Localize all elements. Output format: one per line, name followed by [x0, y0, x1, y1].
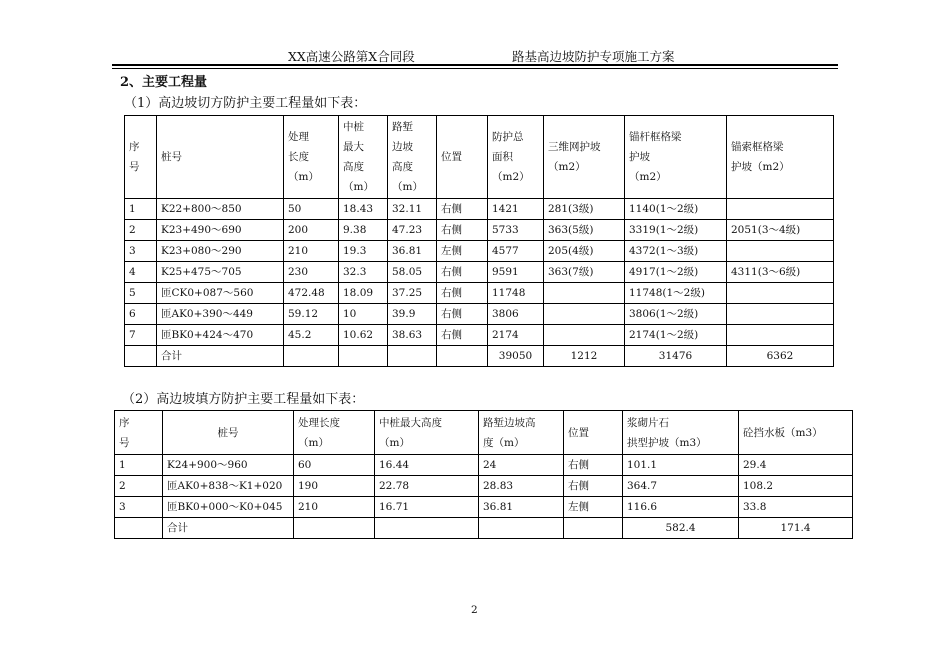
table2-caption: （2）高边坡填方防护主要工程量如下表：: [122, 392, 365, 407]
table-cell: 3806: [488, 304, 544, 325]
table-cell: [115, 518, 163, 539]
table-cell: 6362: [727, 346, 834, 367]
table-cell: 右侧: [437, 283, 488, 304]
table-cell: 4917(1～2级): [625, 262, 727, 283]
table-cell: 36.81: [479, 497, 564, 518]
table-cell: 50: [284, 199, 339, 220]
table-cell: [544, 304, 625, 325]
table-cell: 匝AK0+390～449: [157, 304, 284, 325]
col-header-center-height: 中桩 最大 高度 （m）: [339, 116, 388, 199]
table-cell: 5733: [488, 220, 544, 241]
table-cell: 29.4: [739, 455, 853, 476]
table-cell: 200: [284, 220, 339, 241]
table-cell: 33.8: [739, 497, 853, 518]
table-cell: 190: [294, 476, 375, 497]
table-cell: 3: [125, 241, 157, 262]
table-cell: 1: [115, 455, 163, 476]
table-row: [125, 241, 834, 262]
table-cell: 11748(1～2级): [625, 283, 727, 304]
table-cell: 左侧: [437, 241, 488, 262]
table-cell: [727, 199, 834, 220]
table2-header-row: [115, 411, 853, 455]
table-cell: 6: [125, 304, 157, 325]
table-cell: 60: [294, 455, 375, 476]
table-cell: 匝CK0+087～560: [157, 283, 284, 304]
table-cell: 匝BK0+000～K0+045: [163, 497, 294, 518]
fill-slope-quantity-table: [114, 410, 853, 539]
table-cell: 2174(1～2级): [625, 325, 727, 346]
table-row: [115, 455, 853, 476]
table-cell: 合计: [157, 346, 284, 367]
header-rule-thin: [112, 68, 838, 69]
col-header-total-area: 防护总 面积 （m2）: [488, 116, 544, 199]
table-cell: 18.09: [339, 283, 388, 304]
table-row: [115, 476, 853, 497]
table-cell: 右侧: [437, 262, 488, 283]
table-cell: 45.2: [284, 325, 339, 346]
col-header-station: 桩号: [157, 116, 284, 199]
col-header-arch-masonry: 浆砌片石 拱型护坡（m3）: [623, 411, 739, 455]
table-cell: 31476: [625, 346, 727, 367]
table-cell: 19.3: [339, 241, 388, 262]
col-header-3d-net: 三维网护坡 （m2）: [544, 116, 625, 199]
table-cell: [437, 346, 488, 367]
table-cell: [294, 518, 375, 539]
table-cell: 匝AK0+838～K1+020: [163, 476, 294, 497]
table-cell: 10: [339, 304, 388, 325]
table-cell: 1212: [544, 346, 625, 367]
table-cell: 59.12: [284, 304, 339, 325]
table-cell: 4577: [488, 241, 544, 262]
table-cell: 4372(1～3级): [625, 241, 727, 262]
table-row: [115, 497, 853, 518]
table-cell: 2: [115, 476, 163, 497]
table-cell: 363(5级): [544, 220, 625, 241]
table-cell: 右侧: [437, 199, 488, 220]
col-header-length: 处理长度 （m）: [294, 411, 375, 455]
col-header-position: 位置: [564, 411, 623, 455]
table-cell: 47.23: [388, 220, 437, 241]
header-document-title: 路基高边坡防护专项施工方案: [512, 49, 675, 64]
table-cell: 22.78: [375, 476, 479, 497]
table-row: [125, 262, 834, 283]
table-cell: [564, 518, 623, 539]
table-row: [125, 304, 834, 325]
table-cell: 210: [294, 497, 375, 518]
table-cell: 1140(1～2级): [625, 199, 727, 220]
table-cell: [125, 346, 157, 367]
section-title: 2、主要工程量: [120, 75, 208, 90]
table-cell: 364.7: [623, 476, 739, 497]
col-header-station: 桩号: [163, 411, 294, 455]
table-cell: 右侧: [564, 476, 623, 497]
table-cell: 38.63: [388, 325, 437, 346]
table-cell: 24: [479, 455, 564, 476]
table-cell: 32.3: [339, 262, 388, 283]
table-cell: 右侧: [564, 455, 623, 476]
table-cell: 11748: [488, 283, 544, 304]
table-cell: [375, 518, 479, 539]
table-cell: 39.9: [388, 304, 437, 325]
table-row: [125, 199, 834, 220]
table-cell: [727, 304, 834, 325]
table-cell: 230: [284, 262, 339, 283]
table-cell: K23+490～690: [157, 220, 284, 241]
table-cell: 281(3级): [544, 199, 625, 220]
table-cell: 37.25: [388, 283, 437, 304]
table-cell: 9591: [488, 262, 544, 283]
table-cell: [727, 283, 834, 304]
table1-header-row: [125, 116, 834, 199]
table-cell: 472.48: [284, 283, 339, 304]
table-cell: 16.71: [375, 497, 479, 518]
table-cell: [727, 241, 834, 262]
table-cell: 匝BK0+424～470: [157, 325, 284, 346]
table-cell: 28.83: [479, 476, 564, 497]
table-cell: 58.05: [388, 262, 437, 283]
col-header-index: 序 号: [125, 116, 157, 199]
table-cell: [388, 346, 437, 367]
table-cell: 205(4级): [544, 241, 625, 262]
header-rule: [112, 64, 838, 66]
col-header-slope-height: 路堑边坡高 度（m）: [479, 411, 564, 455]
table-cell: 9.38: [339, 220, 388, 241]
table-cell: 10.62: [339, 325, 388, 346]
table-cell: 108.2: [739, 476, 853, 497]
table-cell: 左侧: [564, 497, 623, 518]
total-row: [125, 346, 834, 367]
col-header-center-height: 中桩最大高度 （m）: [375, 411, 479, 455]
table-cell: 2: [125, 220, 157, 241]
table-cell: 171.4: [739, 518, 853, 539]
table-cell: K22+800～850: [157, 199, 284, 220]
table-cell: 3: [115, 497, 163, 518]
table-cell: 7: [125, 325, 157, 346]
col-header-slope-height: 路堑 边坡 高度 （m）: [388, 116, 437, 199]
table-cell: K25+475～705: [157, 262, 284, 283]
table-cell: 18.43: [339, 199, 388, 220]
table-cell: 1: [125, 199, 157, 220]
table-cell: K23+080～290: [157, 241, 284, 262]
table-cell: 4: [125, 262, 157, 283]
page-number: 2: [471, 604, 478, 616]
table-cell: 101.1: [623, 455, 739, 476]
table-cell: 3806(1～2级): [625, 304, 727, 325]
table-cell: 2174: [488, 325, 544, 346]
table-cell: 210: [284, 241, 339, 262]
col-header-water-board: 砼挡水板（m3）: [739, 411, 853, 455]
table-cell: 116.6: [623, 497, 739, 518]
table-row: [125, 283, 834, 304]
table-cell: 363(7级): [544, 262, 625, 283]
table-cell: [284, 346, 339, 367]
table1-caption: （1）高边坡切方防护主要工程量如下表：: [124, 96, 367, 111]
table-cell: 39050: [488, 346, 544, 367]
col-header-anchor-cable: 锚索框格梁 护坡（m2）: [727, 116, 834, 199]
table-cell: [339, 346, 388, 367]
col-header-index: 序 号: [115, 411, 163, 455]
table-cell: 5: [125, 283, 157, 304]
table-cell: 16.44: [375, 455, 479, 476]
header-project-name: XX高速公路第X合同段: [288, 49, 415, 64]
table-cell: 4311(3～6级): [727, 262, 834, 283]
table-cell: 36.81: [388, 241, 437, 262]
table-cell: 582.4: [623, 518, 739, 539]
table-cell: [479, 518, 564, 539]
table-cell: [544, 283, 625, 304]
table-cell: 32.11: [388, 199, 437, 220]
table-cell: 右侧: [437, 220, 488, 241]
table-cell: 右侧: [437, 325, 488, 346]
col-header-position: 位置: [437, 116, 488, 199]
total-row: [115, 518, 853, 539]
table-row: [125, 325, 834, 346]
table-cell: 1421: [488, 199, 544, 220]
table-row: [125, 220, 834, 241]
table-cell: [544, 325, 625, 346]
table-cell: 3319(1～2级): [625, 220, 727, 241]
table-cell: K24+900～960: [163, 455, 294, 476]
cut-slope-quantity-table: [124, 115, 834, 367]
table-cell: [727, 325, 834, 346]
table-cell: 合计: [163, 518, 294, 539]
table-cell: 右侧: [437, 304, 488, 325]
table-cell: 2051(3～4级): [727, 220, 834, 241]
col-header-anchor-rod: 锚杆框格梁 护坡 （m2）: [625, 116, 727, 199]
col-header-length: 处理 长度 （m）: [284, 116, 339, 199]
